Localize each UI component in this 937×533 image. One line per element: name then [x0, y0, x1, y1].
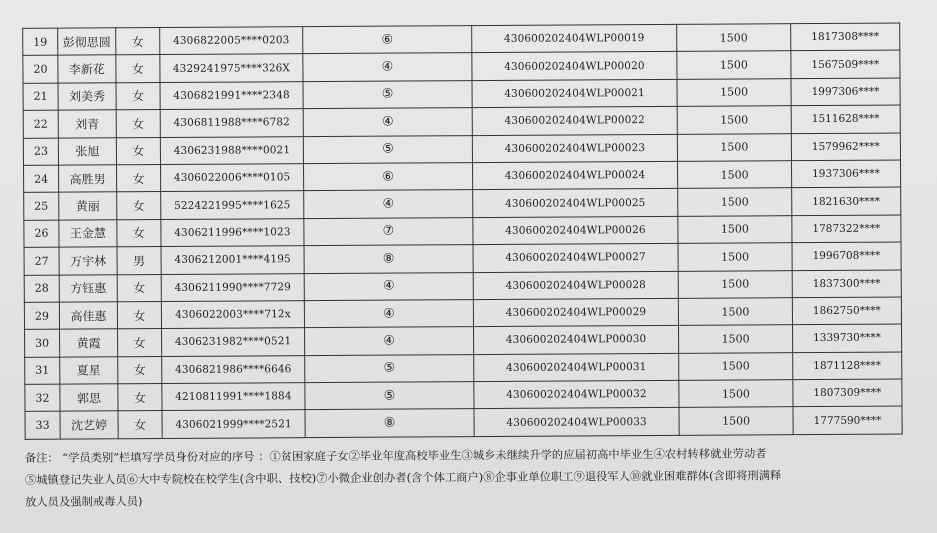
- cell-amount: 1500: [677, 106, 791, 134]
- cell-id-number: 4306211996****1023: [161, 218, 304, 246]
- cell-gender: 女: [117, 301, 161, 329]
- cell-phone: 1996708****: [792, 242, 901, 270]
- cell-trainee-category: ④: [303, 53, 472, 81]
- cell-name: 李新花: [58, 55, 116, 83]
- cell-trainee-category: ⑤: [305, 354, 474, 382]
- cell-id-number: 4306212001****4195: [161, 246, 304, 274]
- cell-trainee-category: ⑤: [303, 135, 472, 163]
- cell-amount: 1500: [677, 78, 791, 106]
- cell-serial-number: 22: [23, 110, 58, 138]
- cell-code: 430600202404WLP00021: [472, 79, 677, 108]
- cell-serial-number: 21: [23, 83, 58, 111]
- cell-id-number: 4306021999****2521: [162, 410, 305, 438]
- cell-code: 430600202404WLP00022: [472, 107, 677, 136]
- cell-name: 万宇林: [59, 247, 117, 275]
- cell-code: 430600202404WLP00032: [474, 380, 679, 409]
- cell-phone: 1821630****: [792, 187, 901, 215]
- remarks-line-1: 备注： “学员类别”栏填写学员身份对应的序号 ：①贫困家庭子女②毕业年度高校毕业生③城乡未继续升学的应届初高中毕业生④农村转移就业劳动者: [24, 447, 767, 465]
- cell-code: 430600202404WLP00030: [474, 326, 679, 355]
- cell-name: 高胜男: [59, 165, 117, 193]
- cell-name: 王金慧: [59, 220, 117, 248]
- cell-id-number: 4329241975****326X: [160, 54, 303, 82]
- cell-amount: 1500: [677, 51, 791, 79]
- cell-code: 430600202404WLP00033: [474, 408, 679, 437]
- cell-name: 刘青: [58, 110, 116, 138]
- cell-trainee-category: ⑧: [305, 409, 474, 437]
- cell-amount: 1500: [679, 325, 793, 353]
- cell-phone: 1579962****: [791, 133, 900, 161]
- cell-amount: 1500: [677, 161, 791, 189]
- cell-trainee-category: ④: [304, 300, 473, 328]
- remarks-line-2: ⑤城镇登记失业人员⑥大中专院校在校学生(含中职、技校)⑦小微企业创办者(含个体工商户)⑧企事业单位职工⑨退役军人⑩就业困难群体(含即将刑满释: [24, 469, 782, 487]
- cell-id-number: 4306231982****0521: [162, 328, 305, 356]
- cell-serial-number: 31: [25, 357, 60, 385]
- cell-gender: 男: [117, 247, 161, 275]
- cell-name: 夏星: [60, 356, 118, 384]
- cell-id-number: 4306231988****0021: [160, 136, 303, 164]
- cell-serial-number: 24: [24, 165, 59, 193]
- cell-trainee-category: ④: [305, 327, 474, 355]
- remarks-note: [25, 443, 895, 514]
- cell-name: 沈艺婷: [60, 411, 118, 439]
- cell-code: 430600202404WLP00019: [472, 24, 677, 53]
- cell-amount: 1500: [678, 188, 792, 216]
- cell-code: 430600202404WLP00025: [473, 189, 678, 218]
- cell-phone: 1511628****: [791, 105, 900, 133]
- cell-gender: 女: [117, 192, 161, 220]
- cell-phone: 1567509****: [791, 50, 900, 78]
- cell-name: 郭思: [60, 384, 118, 412]
- cell-id-number: 5224221995****1625: [161, 191, 304, 219]
- cell-amount: 1500: [679, 352, 793, 380]
- cell-amount: 1500: [677, 133, 791, 161]
- cell-gender: 女: [118, 329, 162, 357]
- cell-serial-number: 28: [24, 275, 59, 303]
- cell-trainee-category: ⑧: [304, 245, 473, 273]
- cell-trainee-category: ⑥: [304, 163, 473, 191]
- cell-gender: 女: [118, 356, 162, 384]
- cell-code: 430600202404WLP00023: [472, 134, 677, 163]
- cell-serial-number: 27: [24, 247, 59, 275]
- cell-trainee-category: ④: [303, 108, 472, 136]
- cell-gender: 女: [118, 411, 162, 439]
- cell-trainee-category: ⑥: [303, 26, 472, 54]
- cell-id-number: 4306211990****7729: [161, 273, 304, 301]
- cell-id-number: 4306821991****2348: [160, 81, 303, 109]
- cell-gender: 女: [117, 274, 161, 302]
- cell-gender: 女: [118, 384, 162, 412]
- cell-id-number: 4306022003****712x: [161, 301, 304, 329]
- cell-trainee-category: ⑤: [303, 80, 472, 108]
- cell-gender: 女: [116, 55, 160, 83]
- cell-phone: 1817308****: [791, 23, 900, 51]
- cell-code: 430600202404WLP00027: [473, 243, 678, 272]
- cell-name: 黄霞: [60, 329, 118, 357]
- cell-serial-number: 32: [25, 384, 60, 412]
- cell-phone: 1937306****: [791, 160, 900, 188]
- cell-name: 黄丽: [59, 192, 117, 220]
- cell-phone: 1777590****: [793, 406, 902, 434]
- cell-name: 刘美秀: [58, 83, 116, 111]
- cell-trainee-category: ⑦: [304, 217, 473, 245]
- cell-amount: 1500: [679, 407, 793, 435]
- cell-id-number: 4210811991****1884: [162, 383, 305, 411]
- cell-code: 430600202404WLP00028: [473, 271, 678, 300]
- table-row: [25, 406, 902, 439]
- cell-trainee-category: ④: [304, 190, 473, 218]
- cell-gender: 女: [116, 82, 160, 110]
- cell-phone: 1787322****: [792, 215, 901, 243]
- cell-serial-number: 26: [24, 220, 59, 248]
- trainee-table: [22, 23, 902, 440]
- cell-amount: 1500: [678, 298, 792, 326]
- cell-code: 430600202404WLP00029: [473, 298, 678, 327]
- cell-phone: 1997306****: [791, 78, 900, 106]
- cell-serial-number: 30: [25, 329, 60, 357]
- cell-serial-number: 19: [23, 28, 58, 56]
- table-body: [23, 23, 902, 439]
- cell-serial-number: 29: [24, 302, 59, 330]
- cell-amount: 1500: [679, 380, 793, 408]
- remarks-line-3: 放人员及强制戒毒人员): [25, 495, 143, 509]
- cell-serial-number: 33: [25, 412, 60, 440]
- cell-name: 高佳惠: [59, 302, 117, 330]
- cell-phone: 1339730****: [792, 324, 901, 352]
- cell-code: 430600202404WLP00020: [472, 52, 677, 81]
- cell-name: 彭彻思圆: [58, 28, 116, 56]
- cell-phone: 1807309****: [793, 379, 902, 407]
- cell-name: 方钰惠: [59, 274, 117, 302]
- cell-id-number: 4306822005****0203: [160, 27, 303, 55]
- cell-amount: 1500: [678, 215, 792, 243]
- cell-phone: 1837300****: [792, 270, 901, 298]
- cell-code: 430600202404WLP00031: [474, 353, 679, 382]
- cell-gender: 女: [116, 110, 160, 138]
- cell-id-number: 4306821986****6646: [162, 355, 305, 383]
- cell-id-number: 4306022006****0105: [161, 164, 304, 192]
- cell-gender: 女: [116, 137, 160, 165]
- cell-gender: 女: [117, 219, 161, 247]
- cell-trainee-category: ⑤: [305, 382, 474, 410]
- cell-phone: 1862750****: [792, 297, 901, 325]
- cell-code: 430600202404WLP00026: [473, 216, 678, 245]
- cell-serial-number: 25: [24, 192, 59, 220]
- cell-gender: 女: [116, 28, 160, 56]
- cell-serial-number: 23: [23, 138, 58, 166]
- cell-amount: 1500: [678, 270, 792, 298]
- cell-code: 430600202404WLP00024: [473, 161, 678, 190]
- cell-name: 张旭: [58, 137, 116, 165]
- cell-phone: 1871128****: [793, 352, 902, 380]
- cell-serial-number: 20: [23, 56, 58, 84]
- cell-amount: 1500: [678, 243, 792, 271]
- cell-trainee-category: ④: [304, 272, 473, 300]
- cell-gender: 女: [117, 164, 161, 192]
- cell-id-number: 4306811988****6782: [160, 109, 303, 137]
- cell-amount: 1500: [677, 24, 791, 52]
